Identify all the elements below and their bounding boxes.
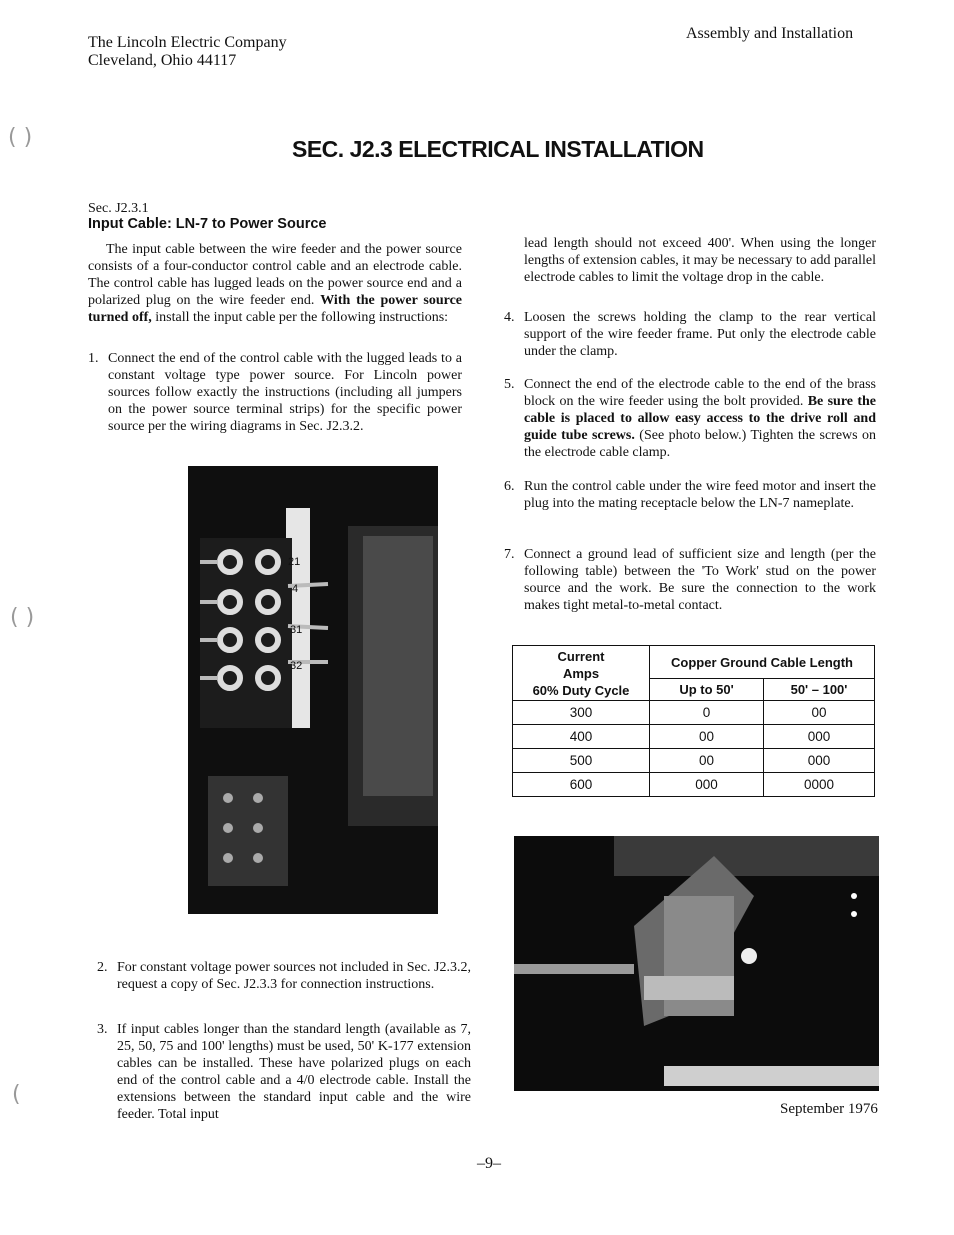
step-3-continued: lead length should not exceed 400'. When using the longer lengths of extension cables, it may be necessary to add parallel electrode cables to limit the voltage drop in the cable. bbox=[524, 236, 876, 285]
step-number: 3. bbox=[97, 1022, 108, 1037]
subsection-number: Sec. J2.3.1 bbox=[88, 201, 149, 216]
step-number: 1. bbox=[88, 351, 99, 366]
step-6 bbox=[504, 478, 876, 512]
terminal-strip-photo bbox=[188, 466, 438, 914]
step-number: 2. bbox=[97, 960, 108, 975]
step-5 bbox=[504, 376, 877, 461]
step-text: For constant voltage power sources not included in Sec. J2.3.2, request a copy of Sec. J2.3.3 for connection instructions. bbox=[117, 960, 471, 992]
terminal-label: 4 bbox=[292, 583, 299, 595]
scan-mark-icon: ( bbox=[12, 1082, 21, 1107]
step-text-a: Connect the end of the electrode cable to the end of the brass block on the wire feeder using the bolt provided. bbox=[524, 377, 876, 409]
col-up-to-50-header: Up to 50' bbox=[650, 679, 764, 701]
step-2 bbox=[97, 959, 471, 993]
subsection-heading: Input Cable: LN-7 to Power Source bbox=[88, 216, 327, 232]
step-text: Connect the end of the control cable with the lugged leads to a constant voltage type power source. For Lincoln power sources follow exactly the instructions (including all jumpers on the power source terminal strips) for the specific power source per the wiring diagrams in Sec. J2.3.2. bbox=[108, 351, 462, 434]
scan-mark-icon: ( ) bbox=[10, 605, 35, 630]
terminal-label: 32 bbox=[290, 660, 303, 672]
step-7 bbox=[504, 546, 876, 614]
step-3 bbox=[97, 1021, 471, 1123]
terminal-strip-illustration bbox=[188, 466, 438, 914]
step-number: 5. bbox=[504, 377, 515, 392]
col-current-header: Current Amps 60% Duty Cycle bbox=[513, 646, 650, 701]
step-number: 6. bbox=[504, 479, 515, 494]
wire-feeder-photo bbox=[514, 836, 879, 1091]
step-text: Run the control cable under the wire feed motor and insert the plug into the mating receptacle below the LN-7 nameplate. bbox=[524, 479, 876, 511]
footer-date: September 1976 bbox=[780, 1101, 878, 1117]
page-number: –9– bbox=[477, 1155, 501, 1172]
step-5-bold: Be sure the cable is placed to allow easy access to the drive roll and guide tube screws. bbox=[524, 394, 877, 443]
step-text: Connect a ground lead of sufficient size and length (per the following table) between the 'To Work' stud on the power source and the work. Be sure the connection to the work makes tight metal-to-metal contact. bbox=[524, 547, 876, 613]
col-group-header: Copper Ground Cable Length bbox=[650, 646, 875, 679]
table-row: 500 00 000 bbox=[513, 749, 875, 773]
table-row: 400 00 000 bbox=[513, 725, 875, 749]
step-4 bbox=[504, 309, 876, 360]
step-text: If input cables longer than the standard length (available as 7, 25, 50, 75 and 100' lengths) must be used, 50' K-177 extension cables can be installed. These have polarized plugs on each end of the control cable and a 4/0 electrode cable. Install the extensions between the standard input cable and the wire feeder. Total input bbox=[117, 1022, 471, 1122]
table-row: 300 0 00 bbox=[513, 701, 875, 725]
step-number: 4. bbox=[504, 310, 515, 325]
step-1 bbox=[88, 350, 462, 435]
scan-mark-icon: ( ) bbox=[8, 125, 33, 150]
company-address: Cleveland, Ohio 44117 bbox=[88, 52, 237, 69]
wire-feeder-illustration bbox=[514, 836, 879, 1091]
terminal-label: 31 bbox=[290, 624, 303, 636]
col-50-100-header: 50' – 100' bbox=[764, 679, 875, 701]
table-row: 600 000 0000 bbox=[513, 773, 875, 797]
intro-paragraph bbox=[88, 241, 462, 326]
section-label: Assembly and Installation bbox=[686, 25, 854, 42]
page-title: SEC. J2.3 ELECTRICAL INSTALLATION bbox=[292, 136, 704, 162]
step-number: 7. bbox=[504, 547, 515, 562]
step-text-b: (See photo below.) Tighten the screws on the electrode cable clamp. bbox=[524, 428, 877, 460]
step-text: Loosen the screws holding the clamp to the rear vertical support of the wire feeder frame. Put only the electrode cable under the clamp. bbox=[524, 310, 876, 359]
intro-text-b: install the input cable per the following instructions: bbox=[155, 310, 449, 325]
terminal-label: 21 bbox=[288, 556, 301, 568]
intro-text-a: The input cable between the wire feeder and the power source consists of a four-conductor control cable and an electrode cable. The control cable has lugged leads on the power source end and a polarized plug on the wire feeder end. bbox=[88, 242, 462, 308]
company-name: The Lincoln Electric Company bbox=[88, 34, 287, 51]
ground-cable-table bbox=[512, 645, 875, 797]
intro-bold: With the power source turned off, bbox=[88, 293, 463, 325]
